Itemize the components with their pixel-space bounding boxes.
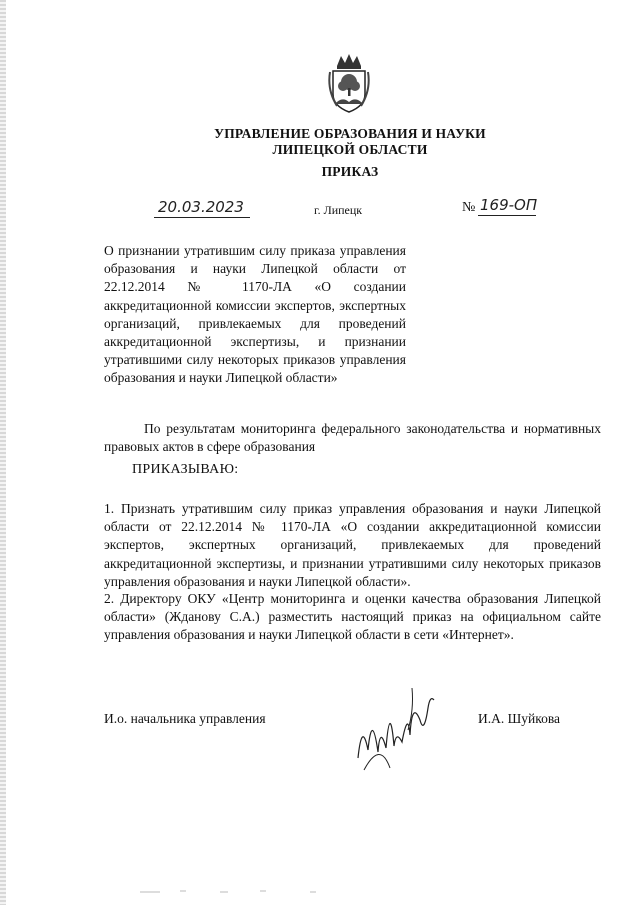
- order-subject: О признании утратившим силу приказа управления образования и науки Липецкой области от 22.12.2014 № 1170-ЛА «О создании аккредитационной комиссии экспертов, экспертных организаций, привлекаемых для проведений аккредитационной экспертизы, и признании утратившими силу некоторых приказов управления образования и науки Липецкой области»: [104, 243, 406, 386]
- number-label: №: [462, 200, 476, 215]
- handwritten-signature: [350, 680, 440, 775]
- order-item-1: 1. Признать утратившим силу приказ управления образования и науки Липецкой области от 22.12.2014 № 1170-ЛА «О создании аккредитационной комиссии экспертов, экспертных организаций, привлекаемых для проведений аккредитационной экспертизы, и признании утратившими силу некоторых приказов управления образования и науки Липецкой области».: [104, 501, 601, 589]
- signer-position: И.о. начальника управления: [104, 711, 266, 726]
- scan-edge: [0, 0, 6, 905]
- order-word: ПРИКАЗЫВАЮ:: [132, 462, 239, 477]
- city: г. Липецк: [314, 203, 363, 217]
- org-name-line2: ЛИПЕЦКОЙ ОБЛАСТИ: [272, 142, 428, 157]
- coat-of-arms-icon: [327, 52, 371, 114]
- signer-name: И.А. Шуйкова: [478, 711, 561, 726]
- order-date: 20.03.2023: [158, 198, 244, 216]
- date-underline: [154, 217, 250, 218]
- order-item-2: 2. Директору ОКУ «Центр мониторинга и оценки качества образования Липецкой области» (Жданову С.А.) разместить настоящий приказ на официальном сайте управления образования и науки Липецкой области в сети «Интернет».: [104, 591, 601, 643]
- order-number: 169-ОП: [480, 196, 538, 214]
- doc-type-title: ПРИКАЗ: [321, 164, 379, 179]
- basis-paragraph: По результатам мониторинга федерального законодательства и нормативных правовых актов в сфере образования: [104, 421, 601, 455]
- scan-artifacts: [140, 886, 440, 896]
- org-name-line1: УПРАВЛЕНИЕ ОБРАЗОВАНИЯ И НАУКИ: [214, 126, 486, 141]
- number-underline: [478, 215, 536, 216]
